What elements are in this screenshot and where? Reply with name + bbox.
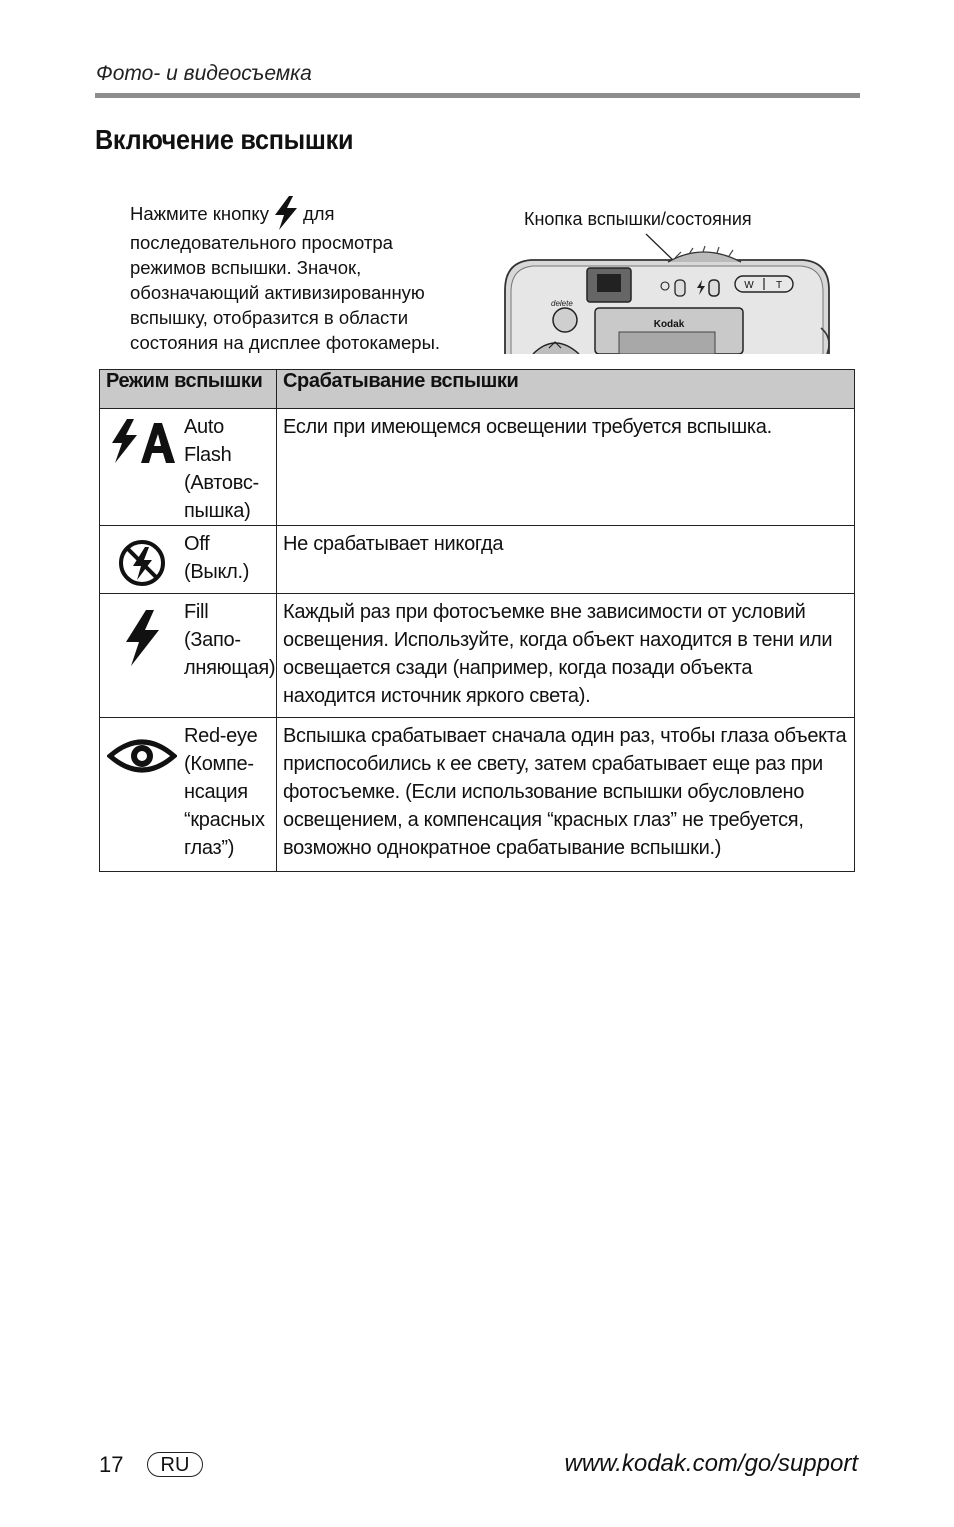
flash-icon xyxy=(271,196,301,230)
column-header-mode: Режим вспышки xyxy=(100,370,277,409)
description-cell: Каждый раз при фотосъемке вне зависимости от условий освещения. Используйте, когда объект находится в тени или освещается сзади (например, когда позади объекта находится источник яркого света). xyxy=(277,594,855,718)
intro-text: состояния на дисплее фотокамеры. xyxy=(130,332,441,353)
table-row xyxy=(100,409,855,526)
flash-button-callout: Кнопка вспышки/состояния xyxy=(524,209,752,229)
running-header: Фото- и видеосъемка xyxy=(96,62,312,85)
mode-label: Off (Выкл.) xyxy=(184,533,250,583)
intro-text: вспышку, отобразится в области xyxy=(130,307,409,328)
intro-text: для xyxy=(302,203,335,224)
header-rule xyxy=(95,93,860,98)
flash-status-button xyxy=(709,280,719,296)
auto-flash-icon xyxy=(109,417,175,465)
description-cell: Если при имеющемся освещении требуется вспышка. xyxy=(277,409,855,526)
zoom-w-label: W xyxy=(744,280,754,291)
intro-text: Нажмите кнопку xyxy=(130,203,269,224)
mode-cell xyxy=(100,409,277,526)
camera-brand: Kodak xyxy=(653,319,685,330)
table-row xyxy=(100,718,855,872)
description-cell: Вспышка срабатывает сначала один раз, чтобы глаза объекта приспособились к ее свету, затем срабатывает еще раз при фотосъемке. (Если использование вспышки обусловлено освещением, а компенсация “красных глаз” не требуется, возможно однократное срабатывание вспышки.) xyxy=(277,718,855,872)
intro-text: режимов вспышки. Значок, xyxy=(130,257,362,278)
delete-label: delete xyxy=(551,299,573,308)
mode-cell xyxy=(100,594,277,718)
intro-paragraph xyxy=(130,196,500,355)
flash-off-icon xyxy=(117,538,167,588)
table-header-row xyxy=(100,370,855,409)
description-cell: Не срабатывает никогда xyxy=(277,526,855,594)
mode-cell xyxy=(100,526,277,594)
column-header-behavior: Срабатывание вспышки xyxy=(277,370,855,409)
red-eye-icon xyxy=(107,734,177,778)
mode-label: Auto Flash (Автовс- пышка) xyxy=(184,416,259,522)
fill-flash-icon xyxy=(122,608,162,668)
page-number: 17 xyxy=(99,1452,124,1477)
delete-button xyxy=(553,308,577,332)
mode-cell xyxy=(100,718,277,872)
intro-text: обозначающий активизированную xyxy=(130,282,425,303)
intro-text: последовательного просмотра xyxy=(130,232,393,253)
mode-label: Fill (Запо- лняющая) xyxy=(184,601,276,679)
support-url[interactable]: www.kodak.com/go/support xyxy=(564,1450,858,1477)
flash-modes-table xyxy=(99,369,855,872)
language-badge: RU xyxy=(147,1452,203,1477)
mode-label: Red-eye (Компе- нсация “красных глаз”) xyxy=(184,725,265,859)
table-row xyxy=(100,594,855,718)
section-title: Включение вспышки xyxy=(95,124,354,155)
zoom-t-label: T xyxy=(775,280,783,291)
camera-back-illustration xyxy=(503,228,833,354)
table-row xyxy=(100,526,855,594)
